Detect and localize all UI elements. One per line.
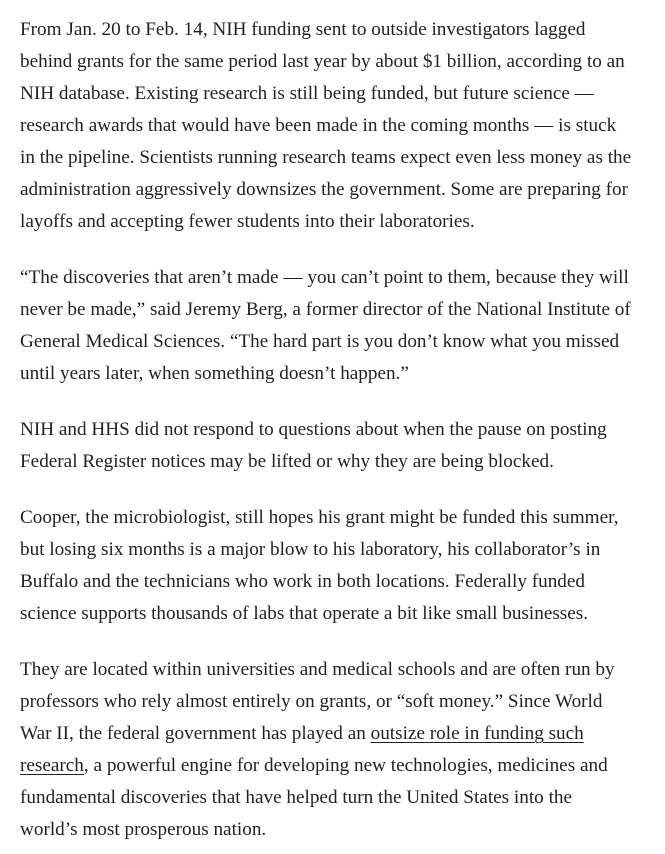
link-text: outsize role in funding such (370, 723, 584, 744)
text-line: world’s most prosperous nation. (20, 819, 267, 840)
text-line: in the pipeline. Scientists running research teams expect even less money as the (20, 147, 632, 168)
text-line: General Medical Sciences. “The hard part is you don’t know what you missed (20, 331, 620, 352)
text-line: They are located within universities and medical schools and are often run by (20, 659, 615, 680)
text-line: From Jan. 20 to Feb. 14, NIH funding sent to outside investigators lagged (20, 19, 586, 40)
text-line: War II, the federal government has played an (20, 723, 371, 744)
text-line: “The discoveries that aren’t made — you can’t point to them, because they will (20, 267, 629, 288)
text-line: never be made,” said Jeremy Berg, a former director of the National Institute of (20, 299, 631, 320)
text-line: NIH and HHS did not respond to questions about when the pause on posting (20, 419, 607, 440)
text-line: , a powerful engine for developing new technologies, medicines and (83, 755, 608, 776)
text-line: Cooper, the microbiologist, still hopes his grant might be funded this summer, (20, 507, 619, 528)
text-line: NIH database. Existing research is still being funded, but future science — (20, 83, 594, 104)
paragraph-cooper (20, 502, 665, 630)
paragraph-hhs-response (20, 414, 665, 478)
paragraph-soft-money (20, 654, 665, 846)
text-line: layoffs and accepting fewer students into their laboratories. (20, 211, 475, 232)
text-line: until years later, when something doesn’t happen.” (20, 363, 409, 384)
text-line: fundamental discoveries that have helped turn the United States into the (20, 787, 573, 808)
text-line: Federal Register notices may be lifted or why they are being blocked. (20, 451, 554, 472)
text-line: behind grants for the same period last year by about $1 billion, according to an (20, 51, 625, 72)
text-line: administration aggressively downsizes the government. Some are preparing for (20, 179, 628, 200)
text-line: research awards that would have been made in the coming months — is stuck (20, 115, 617, 136)
text-line: science supports thousands of labs that operate a bit like small businesses. (20, 603, 589, 624)
paragraph-funding-lag (20, 14, 665, 238)
paragraph-berg-quote (20, 262, 665, 390)
text-line: Buffalo and the technicians who work in both locations. Federally funded (20, 571, 586, 592)
link-text: research (20, 755, 84, 776)
text-line: but losing six months is a major blow to his laboratory, his collaborator’s in (20, 539, 601, 560)
text-line: professors who rely almost entirely on grants, or “soft money.” Since World (20, 691, 603, 712)
